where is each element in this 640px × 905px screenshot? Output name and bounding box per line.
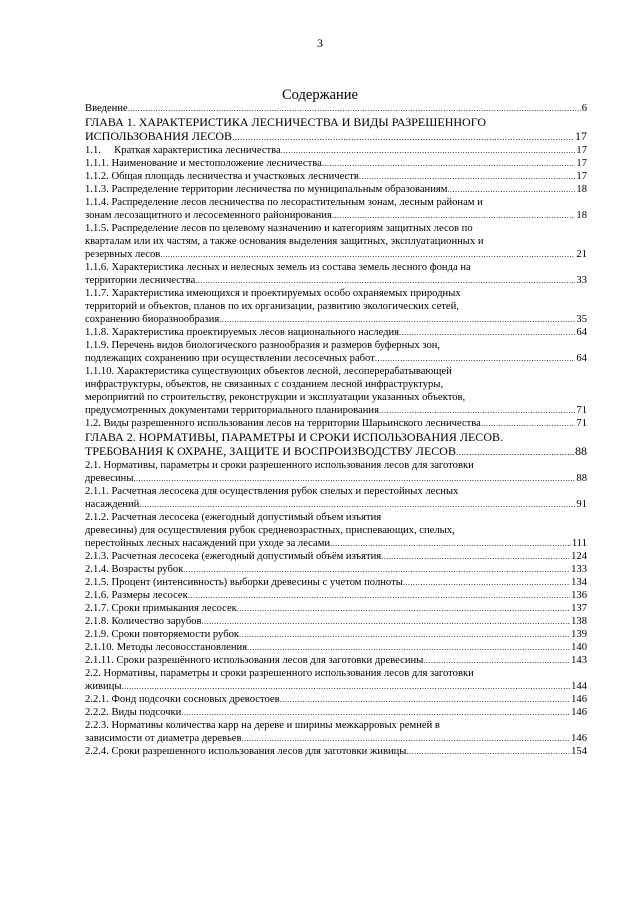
toc-title: Содержание	[282, 87, 358, 103]
toc-page-number: 21	[576, 249, 587, 260]
toc-entry[interactable]	[85, 144, 587, 157]
toc-page-number: 35	[576, 314, 587, 325]
toc-page-number: 18	[576, 210, 587, 221]
toc-entry-text: ИСПОЛЬЗОВАНИЯ ЛЕСОВ	[85, 129, 233, 143]
toc-entry[interactable]	[85, 641, 587, 654]
toc-entry-text: 1.1.1. Наименование и местоположение лесничества	[85, 158, 322, 169]
toc-entry-text: Введение	[85, 103, 128, 114]
dot-leader	[399, 326, 575, 339]
toc-page-number: 137	[571, 603, 587, 614]
toc-entry-line	[85, 745, 587, 758]
toc-entry-line	[85, 628, 587, 641]
toc-entry-text: 2.2.3. Нормативы количества карр на дереве и ширины межкарровых ремней в	[85, 720, 440, 731]
toc-entry-text: зонам лесозащитного и лесосеменного районирования	[85, 210, 332, 221]
toc-page-number: 18	[576, 184, 587, 195]
toc-entry-text: 1.1.4. Распределение лесов лесничества по лесорастительным зонам, лесным районам и	[85, 197, 483, 208]
dot-leader	[447, 183, 575, 196]
dot-leader	[128, 102, 581, 115]
toc-entry-text: инфраструктуры, объектов, не связанных с созданием лесной инфраструктуры,	[85, 379, 444, 390]
toc-entry[interactable]	[85, 719, 587, 745]
dot-leader	[232, 130, 574, 144]
toc-page-number: 138	[571, 616, 587, 627]
toc-entry-line	[85, 444, 587, 459]
toc-entry-line	[85, 365, 587, 378]
toc-entry[interactable]	[85, 430, 587, 459]
toc-entry-line	[85, 404, 587, 417]
toc-page-number: 133	[571, 564, 587, 575]
toc-entry-line	[85, 115, 587, 129]
toc-page-number: 71	[576, 418, 587, 429]
toc-entry[interactable]	[85, 615, 587, 628]
toc-entry-line	[85, 654, 587, 667]
dot-leader	[481, 417, 576, 430]
toc-entry[interactable]	[85, 170, 587, 183]
toc-entry[interactable]	[85, 628, 587, 641]
toc-entry[interactable]	[85, 550, 587, 563]
toc-entry-line	[85, 472, 587, 485]
toc-entry[interactable]	[85, 102, 587, 115]
table-of-contents	[85, 102, 587, 758]
toc-entry-text: 1.2. Виды разрешенного использования лесов на территории Шарьинского лесничества	[85, 418, 481, 429]
toc-entry-text: 2.1.4. Возрасты рубок	[85, 564, 184, 575]
dot-leader	[423, 654, 570, 667]
toc-page-number: 91	[576, 499, 587, 510]
toc-entry[interactable]	[85, 667, 587, 693]
toc-entry[interactable]	[85, 589, 587, 602]
toc-entry[interactable]	[85, 417, 587, 430]
toc-entry[interactable]	[85, 602, 587, 615]
toc-entry-text: 1.1.9. Перечень видов биологического разнообразия и размеров буферных зон,	[85, 340, 441, 351]
toc-entry-line	[85, 209, 587, 222]
dot-leader	[332, 209, 576, 222]
dot-leader	[403, 576, 570, 589]
toc-entry-text: 2.1.1. Расчетная лесосека для осуществления рубок спелых и перестойных лесных	[85, 486, 459, 497]
toc-page-number: 140	[571, 642, 587, 653]
toc-page-number: 6	[581, 103, 587, 114]
toc-entry-line	[85, 615, 587, 628]
toc-entry-line	[85, 248, 587, 261]
toc-entry-text: 2.1.5. Процент (интенсивность) выборки древесины с учетом полноты	[85, 577, 403, 588]
toc-entry-text: 2.1. Нормативы, параметры и сроки разрешенного использования лесов для заготовки	[85, 460, 474, 471]
toc-entry[interactable]	[85, 157, 587, 170]
toc-page-number: 88	[576, 473, 587, 484]
toc-entry-text: древесины) для осуществления рубок средневозрастных, приспевающих, спелых,	[85, 525, 455, 536]
toc-entry[interactable]	[85, 222, 587, 261]
toc-entry-text: перестойных лесных насаждений при уходе за лесами	[85, 538, 331, 549]
toc-entry[interactable]	[85, 654, 587, 667]
toc-entry-text: 2.1.9. Сроки повторяемости рубок	[85, 629, 240, 640]
toc-entry-line	[85, 485, 587, 498]
dot-leader	[181, 706, 570, 719]
toc-page-number: 88	[575, 444, 587, 458]
dot-leader	[195, 274, 575, 287]
toc-entry[interactable]	[85, 183, 587, 196]
dot-leader	[202, 615, 571, 628]
dot-leader	[239, 628, 570, 641]
dot-leader	[375, 352, 576, 365]
toc-entry[interactable]	[85, 485, 587, 511]
toc-page-number: 139	[571, 629, 587, 640]
dot-leader	[322, 157, 576, 170]
dot-leader	[219, 313, 575, 326]
toc-entry-line	[85, 157, 587, 170]
dot-leader	[456, 445, 574, 459]
toc-entry[interactable]	[85, 706, 587, 719]
toc-entry-line	[85, 641, 587, 654]
toc-page-number: 146	[571, 707, 587, 718]
toc-entry-line	[85, 550, 587, 563]
toc-entry-line	[85, 313, 587, 326]
toc-page-number: 17	[576, 145, 587, 156]
toc-entry-text: живицы	[85, 681, 122, 692]
toc-entry-text: кварталам или их частям, а также основания выделения защитных, эксплуатационных и	[85, 236, 484, 247]
toc-entry-text: мероприятий по строительству, реконструкции и эксплуатации указанных объектов,	[85, 392, 466, 403]
toc-entry-line	[85, 537, 587, 550]
toc-page-number: 136	[571, 590, 587, 601]
dot-leader	[121, 680, 570, 693]
toc-entry-line	[85, 693, 587, 706]
toc-entry-line	[85, 732, 587, 745]
toc-entry-line	[85, 235, 587, 248]
toc-entry-line	[85, 129, 587, 144]
toc-entry-line	[85, 417, 587, 430]
toc-entry-text: 2.2.2. Виды подсочки	[85, 707, 182, 718]
toc-entry[interactable]	[85, 563, 587, 576]
toc-page-number: 33	[576, 275, 587, 286]
toc-entry[interactable]	[85, 326, 587, 339]
toc-entry-line	[85, 378, 587, 391]
toc-entry-text: 2.2. Нормативы, параметры и сроки разрешенного использования лесов для заготовки	[85, 668, 474, 679]
toc-page-number: 64	[576, 327, 587, 338]
toc-entry-line	[85, 563, 587, 576]
toc-entry[interactable]	[85, 261, 587, 287]
dot-leader	[160, 248, 575, 261]
toc-entry-text: 2.1.3. Расчетная лесосека (ежегодный допустимый объём изъятия	[85, 551, 382, 562]
toc-entry-text: 2.1.10. Методы лесовосстановления	[85, 642, 248, 653]
toc-entry-text: 2.1.6. Размеры лесосек	[85, 590, 188, 601]
toc-entry-text: 2.1.7. Сроки примыкания лесосек	[85, 603, 237, 614]
toc-page-number: 17	[576, 158, 587, 169]
dot-leader	[247, 641, 570, 654]
dot-leader	[139, 498, 575, 511]
page-number: 3	[317, 36, 323, 50]
dot-leader	[281, 144, 576, 157]
dot-leader	[381, 550, 570, 563]
toc-entry-line	[85, 719, 587, 732]
dot-leader	[241, 732, 570, 745]
dot-leader	[183, 563, 570, 576]
toc-entry[interactable]	[85, 365, 587, 417]
dot-leader	[237, 602, 570, 615]
toc-entry-line	[85, 183, 587, 196]
toc-entry-text: территорий и объектов, планов по их организации, развитию экологических сетей,	[85, 301, 459, 312]
toc-entry-text: 1.1.2. Общая площадь лесничества и участковых лесничеств	[85, 171, 359, 182]
toc-page-number: 134	[571, 577, 587, 588]
toc-entry-line	[85, 430, 587, 444]
toc-entry-line	[85, 459, 587, 472]
toc-entry-text: зависимости от диаметра деревьев	[85, 733, 242, 744]
toc-entry-text: 1.1.10. Характеристика существующих объектов лесной, лесоперерабатывающей	[85, 366, 452, 377]
toc-entry[interactable]	[85, 196, 587, 222]
dot-leader	[406, 745, 570, 758]
toc-entry-line	[85, 300, 587, 313]
toc-page-number: 124	[571, 551, 587, 562]
toc-entry-text: 1.1. Краткая характеристика лесничества	[85, 145, 281, 156]
toc-entry-text: 1.1.7. Характеристика имеющихся и проектируемых особо охраняемых природных	[85, 288, 461, 299]
toc-entry-line	[85, 602, 587, 615]
dot-leader	[330, 537, 571, 550]
toc-entry-line	[85, 667, 587, 680]
toc-entry-text: 2.2.4. Сроки разрешенного использования лесов для заготовки живицы	[85, 746, 407, 757]
toc-entry-text: территории лесничества	[85, 275, 196, 286]
toc-entry-text: ТРЕБОВАНИЯ К ОХРАНЕ, ЗАЩИТЕ И ВОСПРОИЗВОДСТВУ ЛЕСОВ	[85, 444, 456, 458]
toc-entry-line	[85, 524, 587, 537]
toc-entry-text: 1.1.5. Распределение лесов по целевому назначению и категориям защитных лесов по	[85, 223, 473, 234]
toc-entry-line	[85, 498, 587, 511]
toc-entry-line	[85, 706, 587, 719]
toc-entry[interactable]	[85, 576, 587, 589]
toc-entry[interactable]	[85, 745, 587, 758]
toc-entry-line	[85, 261, 587, 274]
toc-entry-line	[85, 680, 587, 693]
toc-entry[interactable]	[85, 339, 587, 365]
toc-entry[interactable]	[85, 115, 587, 144]
toc-page-number: 17	[575, 129, 587, 143]
toc-page-number: 71	[576, 405, 587, 416]
toc-entry[interactable]	[85, 693, 587, 706]
toc-page-number: 17	[576, 171, 587, 182]
toc-entry-text: резервных лесов	[85, 249, 161, 260]
toc-page-number: 111	[571, 538, 587, 549]
toc-entry-text: ГЛАВА 1. ХАРАКТЕРИСТИКА ЛЕСНИЧЕСТВА И ВИДЫ РАЗРЕШЕННОГО	[85, 115, 486, 129]
toc-entry-text: 2.1.8. Количество зарубов	[85, 616, 202, 627]
toc-page-number: 144	[571, 681, 587, 692]
toc-entry-line	[85, 196, 587, 209]
toc-entry-text: 2.2.1. Фонд подсочки сосновых древостоев	[85, 694, 280, 705]
toc-entry-text: подлежащих сохранению при осуществлении лесосечных работ	[85, 353, 375, 364]
toc-entry-text: 2.1.2. Расчетная лесосека (ежегодный допустимый объем изъятия	[85, 512, 382, 523]
toc-page-number: 146	[571, 733, 587, 744]
toc-entry-text: насаждений	[85, 499, 140, 510]
toc-page-number: 146	[571, 694, 587, 705]
toc-entry-line	[85, 102, 587, 115]
toc-entry-text: 1.1.6. Характеристика лесных и нелесных земель из состава земель лесного фонда на	[85, 262, 471, 273]
toc-entry-line	[85, 339, 587, 352]
toc-entry-line	[85, 144, 587, 157]
toc-entry[interactable]	[85, 287, 587, 326]
toc-entry-text: предусмотренных документами территориального планирования	[85, 405, 379, 416]
toc-entry-line	[85, 576, 587, 589]
dot-leader	[133, 472, 575, 485]
toc-entry-text: 2.1.11. Сроки разрешённого использования лесов для заготовки древесины	[85, 655, 424, 666]
toc-entry-line	[85, 326, 587, 339]
dot-leader	[188, 589, 570, 602]
dot-leader	[359, 170, 576, 183]
toc-entry[interactable]	[85, 511, 587, 550]
toc-entry-text: древесины	[85, 473, 134, 484]
toc-entry-line	[85, 222, 587, 235]
toc-entry-line	[85, 274, 587, 287]
toc-entry-line	[85, 391, 587, 404]
toc-entry-line	[85, 170, 587, 183]
toc-entry-line	[85, 511, 587, 524]
toc-page-number: 154	[571, 746, 587, 757]
toc-entry[interactable]	[85, 459, 587, 485]
toc-entry-text: ГЛАВА 2. НОРМАТИВЫ, ПАРАМЕТРЫ И СРОКИ ИСПОЛЬЗОВАНИЯ ЛЕСОВ.	[85, 430, 503, 444]
dot-leader	[280, 693, 570, 706]
toc-page-number: 143	[571, 655, 587, 666]
toc-entry-text: сохранению биоразнообразия	[85, 314, 220, 325]
toc-entry-line	[85, 287, 587, 300]
toc-entry-line	[85, 589, 587, 602]
toc-entry-line	[85, 352, 587, 365]
toc-page-number: 64	[576, 353, 587, 364]
dot-leader	[379, 404, 575, 417]
toc-entry-text: 1.1.3. Распределение территории лесничества по муниципальным образованиям	[85, 184, 448, 195]
toc-entry-text: 1.1.8. Характеристика проектируемых лесов национального наследия	[85, 327, 399, 338]
